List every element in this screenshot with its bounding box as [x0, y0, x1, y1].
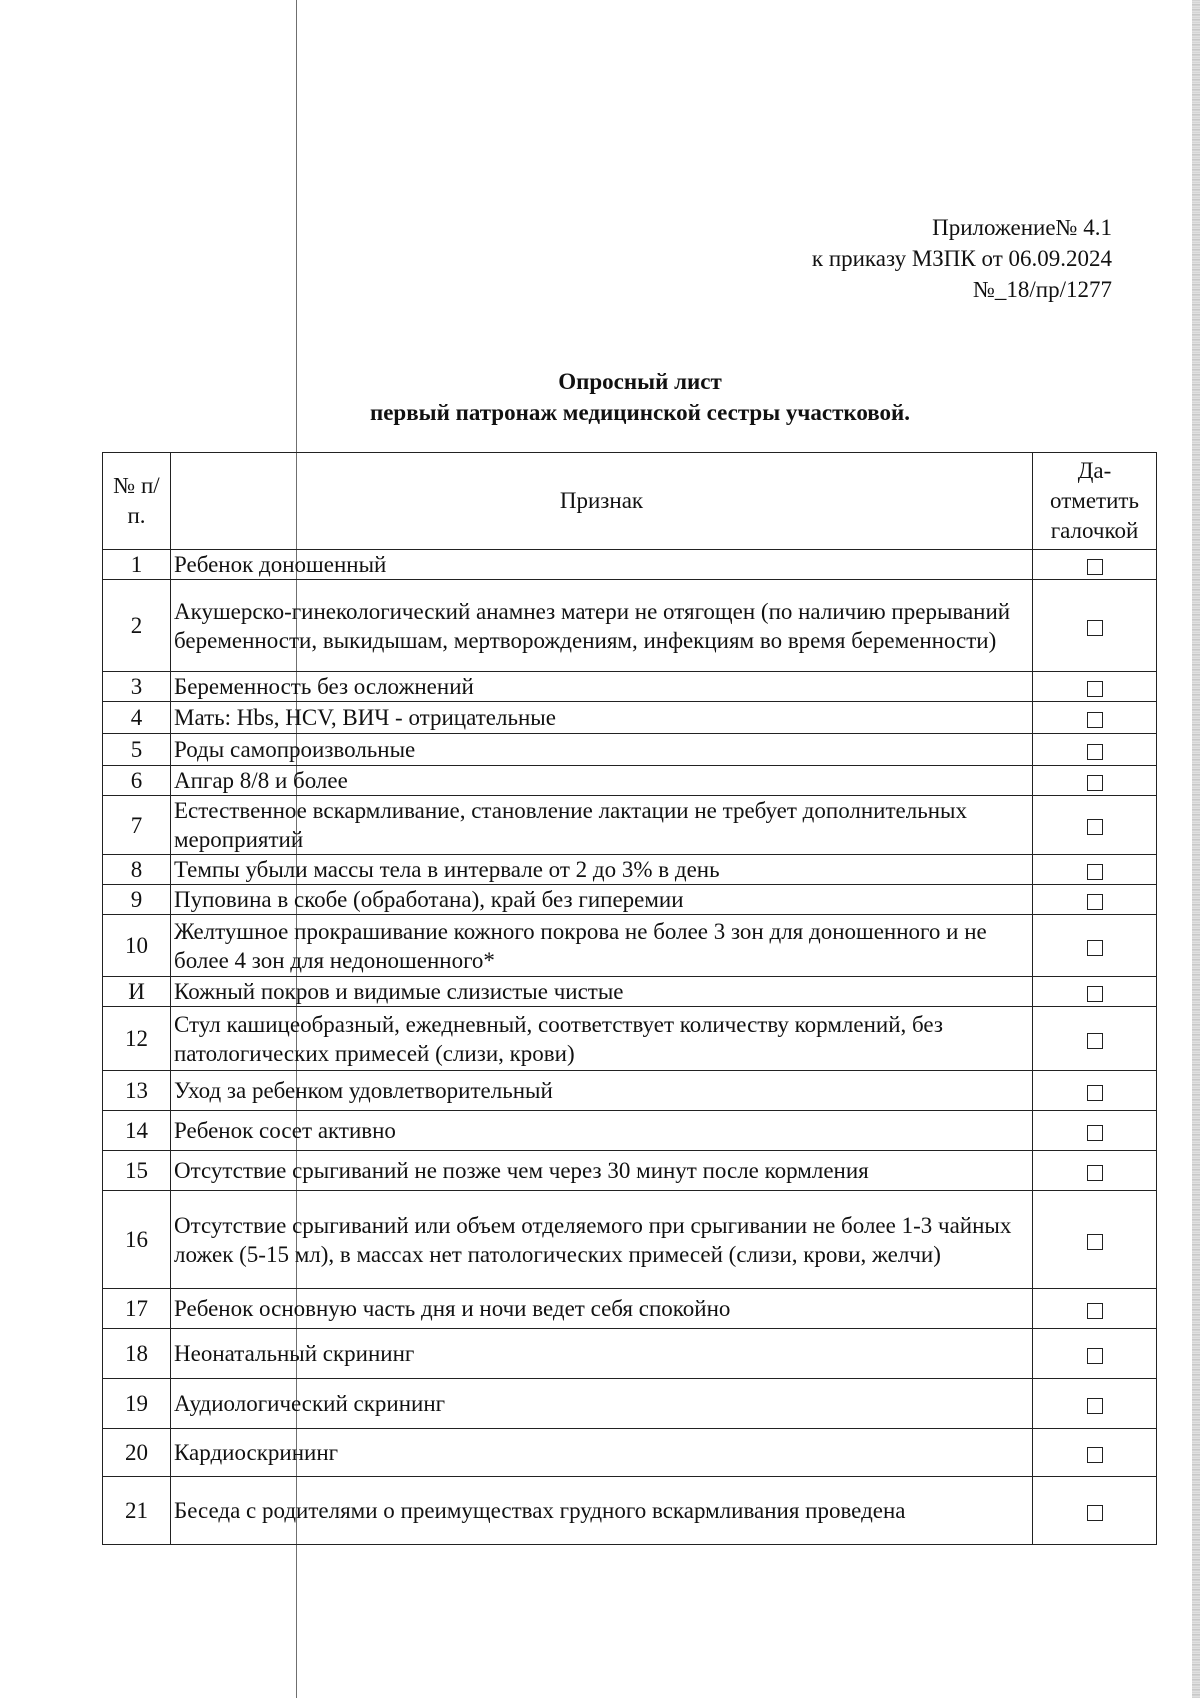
- row-sign-text: Кожный покров и видимые слизистые чистые: [171, 977, 1033, 1007]
- table-row: [103, 734, 1157, 766]
- row-sign-text: Ребенок сосет активно: [171, 1111, 1033, 1151]
- scan-page-edge: [1192, 0, 1200, 1698]
- checkbox[interactable]: [1087, 1398, 1103, 1414]
- row-checkbox-cell: [1033, 1007, 1157, 1071]
- row-checkbox-cell: [1033, 1111, 1157, 1151]
- row-checkbox-cell: [1033, 1379, 1157, 1429]
- header-mark: Да- отметить галочкой: [1033, 453, 1157, 550]
- checkbox[interactable]: [1087, 986, 1103, 1002]
- row-checkbox-cell: [1033, 977, 1157, 1007]
- checkbox[interactable]: [1087, 1125, 1103, 1141]
- checkbox[interactable]: [1087, 940, 1103, 956]
- row-checkbox-cell: [1033, 1329, 1157, 1379]
- checkbox[interactable]: [1087, 775, 1103, 791]
- row-checkbox-cell: [1033, 702, 1157, 734]
- header-number: № п/п.: [103, 453, 171, 550]
- row-sign-text: Акушерско-гинекологический анамнез матери не отягощен (по наличию прерываний беременности, выкидышам, мертворождениям, инфекциям во время беременности): [171, 580, 1033, 672]
- table-row: [103, 1379, 1157, 1429]
- row-sign-text: Темпы убыли массы тела в интервале от 2 до 3% в день: [171, 855, 1033, 885]
- row-checkbox-cell: [1033, 734, 1157, 766]
- row-number: 18: [103, 1329, 171, 1379]
- row-number: 1: [103, 550, 171, 580]
- row-sign-text: Уход за ребенком удовлетворительный: [171, 1071, 1033, 1111]
- row-number: 12: [103, 1007, 171, 1071]
- row-number: 5: [103, 734, 171, 766]
- table-row: [103, 1151, 1157, 1191]
- table-header-row: [103, 453, 1157, 550]
- table-row: [103, 766, 1157, 796]
- row-sign-text: Беседа с родителями о преимуществах грудного вскармливания проведена: [171, 1477, 1033, 1545]
- table-row: [103, 915, 1157, 977]
- row-sign-text: Роды самопроизвольные: [171, 734, 1033, 766]
- checkbox[interactable]: [1087, 819, 1103, 835]
- row-number: 3: [103, 672, 171, 702]
- table-row: [103, 855, 1157, 885]
- row-checkbox-cell: [1033, 796, 1157, 855]
- row-sign-text: Неонатальный скрининг: [171, 1329, 1033, 1379]
- title-line-2: первый патронаж медицинской сестры участковой.: [369, 400, 911, 425]
- row-checkbox-cell: [1033, 855, 1157, 885]
- row-number: 19: [103, 1379, 171, 1429]
- row-sign-text: Ребенок основную часть дня и ночи ведет себя спокойно: [171, 1289, 1033, 1329]
- survey-table: [102, 452, 1157, 1545]
- table-row: [103, 672, 1157, 702]
- row-sign-text: Стул кашицеобразный, ежедневный, соответствует количеству кормлений, без патологических примесей (слизи, крови): [171, 1007, 1033, 1071]
- row-checkbox-cell: [1033, 550, 1157, 580]
- row-checkbox-cell: [1033, 1477, 1157, 1545]
- checkbox[interactable]: [1087, 1303, 1103, 1319]
- checkbox[interactable]: [1087, 864, 1103, 880]
- checkbox[interactable]: [1087, 620, 1103, 636]
- annex-header: [812, 212, 1112, 305]
- annex-order-number: №_18/пр/1277: [972, 277, 1112, 302]
- row-number: 9: [103, 885, 171, 915]
- row-checkbox-cell: [1033, 766, 1157, 796]
- table-row: [103, 1429, 1157, 1477]
- row-sign-text: Кардиоскрининг: [171, 1429, 1033, 1477]
- checkbox[interactable]: [1087, 1234, 1103, 1250]
- table-row: [103, 1111, 1157, 1151]
- table-row: [103, 796, 1157, 855]
- row-sign-text: Естественное вскармливание, становление лактации не требует дополнительных мероприятий: [171, 796, 1033, 855]
- checkbox[interactable]: [1087, 1085, 1103, 1101]
- checkbox[interactable]: [1087, 1505, 1103, 1521]
- row-number: 21: [103, 1477, 171, 1545]
- row-number: 7: [103, 796, 171, 855]
- row-number: 20: [103, 1429, 171, 1477]
- row-checkbox-cell: [1033, 580, 1157, 672]
- annex-order-date: к приказу МЗПК от 06.09.2024: [811, 246, 1112, 271]
- row-checkbox-cell: [1033, 1429, 1157, 1477]
- row-number: 4: [103, 702, 171, 734]
- table-row: [103, 885, 1157, 915]
- row-number: 10: [103, 915, 171, 977]
- row-checkbox-cell: [1033, 1289, 1157, 1329]
- row-sign-text: Апгар 8/8 и более: [171, 766, 1033, 796]
- row-number: 13: [103, 1071, 171, 1111]
- checkbox[interactable]: [1087, 744, 1103, 760]
- row-sign-text: Пуповина в скобе (обработана), край без гиперемии: [171, 885, 1033, 915]
- row-checkbox-cell: [1033, 885, 1157, 915]
- row-sign-text: Желтушное прокрашивание кожного покрова не более 3 зон для доношенного и не более 4 зон для недоношенного*: [171, 915, 1033, 977]
- checkbox[interactable]: [1087, 1033, 1103, 1049]
- row-number: 6: [103, 766, 171, 796]
- row-sign-text: Отсутствие срыгиваний не позже чем через 30 минут после кормления: [171, 1151, 1033, 1191]
- row-checkbox-cell: [1033, 1191, 1157, 1289]
- row-number: 16: [103, 1191, 171, 1289]
- title-line-1: Опросный лист: [558, 369, 722, 394]
- checkbox[interactable]: [1087, 681, 1103, 697]
- row-number: 8: [103, 855, 171, 885]
- row-number: И: [103, 977, 171, 1007]
- table-row: [103, 550, 1157, 580]
- row-sign-text: Отсутствие срыгиваний или объем отделяемого при срыгивании не более 1-3 чайных ложек (5-15 мл), в массах нет патологических примесей (слизи, крови, желчи): [171, 1191, 1033, 1289]
- table-row: [103, 1007, 1157, 1071]
- table-row: [103, 1191, 1157, 1289]
- checkbox[interactable]: [1087, 894, 1103, 910]
- row-sign-text: Аудиологический скрининг: [171, 1379, 1033, 1429]
- table-row: [103, 1289, 1157, 1329]
- document-title: [0, 366, 1200, 428]
- row-number: 14: [103, 1111, 171, 1151]
- checkbox[interactable]: [1087, 1447, 1103, 1463]
- table-row: [103, 1329, 1157, 1379]
- checkbox[interactable]: [1087, 1165, 1103, 1181]
- checkbox[interactable]: [1087, 559, 1103, 575]
- table-body: [103, 550, 1157, 1545]
- row-checkbox-cell: [1033, 1151, 1157, 1191]
- header-sign: Признак: [171, 453, 1033, 550]
- table-row: [103, 580, 1157, 672]
- checkbox[interactable]: [1087, 712, 1103, 728]
- row-number: 2: [103, 580, 171, 672]
- row-sign-text: Ребенок доношенный: [171, 550, 1033, 580]
- row-sign-text: Мать: Hbs, HCV, ВИЧ - отрицательные: [171, 702, 1033, 734]
- row-checkbox-cell: [1033, 672, 1157, 702]
- table-row: [103, 702, 1157, 734]
- row-checkbox-cell: [1033, 1071, 1157, 1111]
- checkbox[interactable]: [1087, 1348, 1103, 1364]
- row-sign-text: Беременность без осложнений: [171, 672, 1033, 702]
- table-row: [103, 1477, 1157, 1545]
- annex-number: Приложение№ 4.1: [932, 215, 1112, 240]
- table-row: [103, 1071, 1157, 1111]
- table-row: [103, 977, 1157, 1007]
- row-number: 15: [103, 1151, 171, 1191]
- row-checkbox-cell: [1033, 915, 1157, 977]
- row-number: 17: [103, 1289, 171, 1329]
